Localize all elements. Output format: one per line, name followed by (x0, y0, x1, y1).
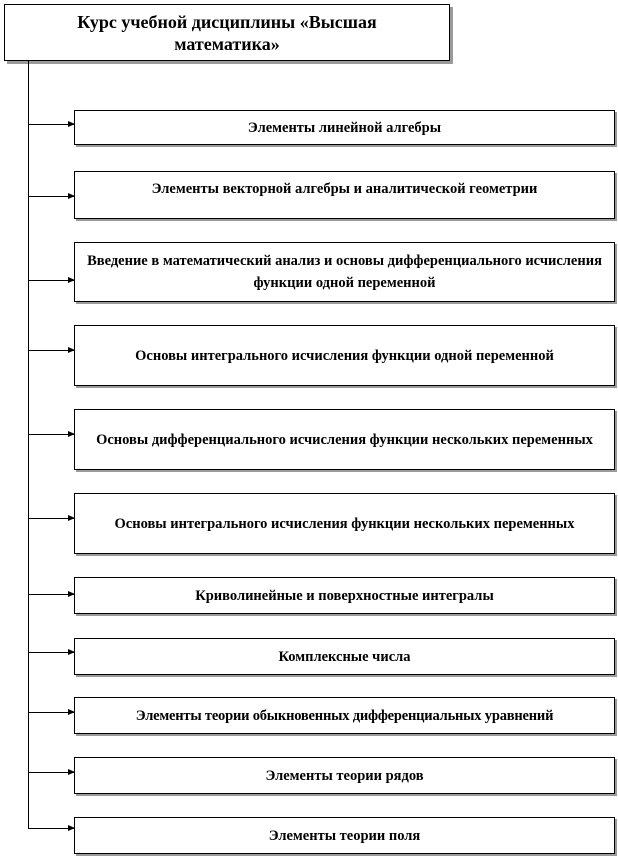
topic-box-10 (74, 757, 615, 794)
connector-arrow-4 (28, 350, 74, 351)
connector-arrow-7 (28, 594, 74, 595)
topic-box-11 (74, 817, 615, 854)
topic-box-9 (74, 697, 615, 734)
course-title: Курс учебной дисциплины «Высшая математика» (77, 11, 377, 54)
topic-label: Основы дифференциального исчисления функции нескольких переменных (96, 431, 593, 448)
connector-arrow-2 (28, 196, 74, 197)
connector-arrow-3 (28, 280, 74, 281)
topic-box-1 (74, 110, 615, 145)
topic-box-4 (74, 325, 615, 386)
topic-box-5 (74, 409, 615, 470)
connector-spine (28, 61, 29, 829)
topic-label: Введение в математический анализ и основы дифференциального исчисления функции одной переменной (87, 253, 602, 291)
topic-label: Криволинейные и поверхностные интегралы (195, 587, 494, 604)
topic-label: Комплексные числа (278, 648, 411, 665)
connector-arrow-9 (28, 712, 74, 713)
course-title-box (4, 4, 450, 61)
topic-label: Элементы теории рядов (265, 767, 424, 784)
topic-label: Элементы линейной алгебры (247, 119, 442, 136)
topic-label: Элементы теории обыкновенных дифференциальных уравнений (135, 707, 554, 724)
topic-label: Основы интегрального исчисления функции нескольких переменных (114, 515, 575, 532)
topic-box-3 (74, 242, 615, 302)
connector-arrow-5 (28, 434, 74, 435)
topic-box-2 (74, 171, 615, 219)
topic-box-6 (74, 493, 615, 554)
topic-label: Элементы векторной алгебры и аналитической геометрии (151, 181, 538, 197)
connector-arrow-10 (28, 772, 74, 773)
topic-box-8 (74, 638, 615, 675)
connector-arrow-6 (28, 518, 74, 519)
connector-arrow-8 (28, 652, 74, 653)
topic-label: Основы интегрального исчисления функции одной переменной (135, 347, 554, 364)
connector-arrow-11 (28, 828, 74, 829)
topic-box-7 (74, 577, 615, 614)
connector-arrow-1 (28, 124, 74, 125)
topic-label: Элементы теории поля (268, 827, 421, 844)
